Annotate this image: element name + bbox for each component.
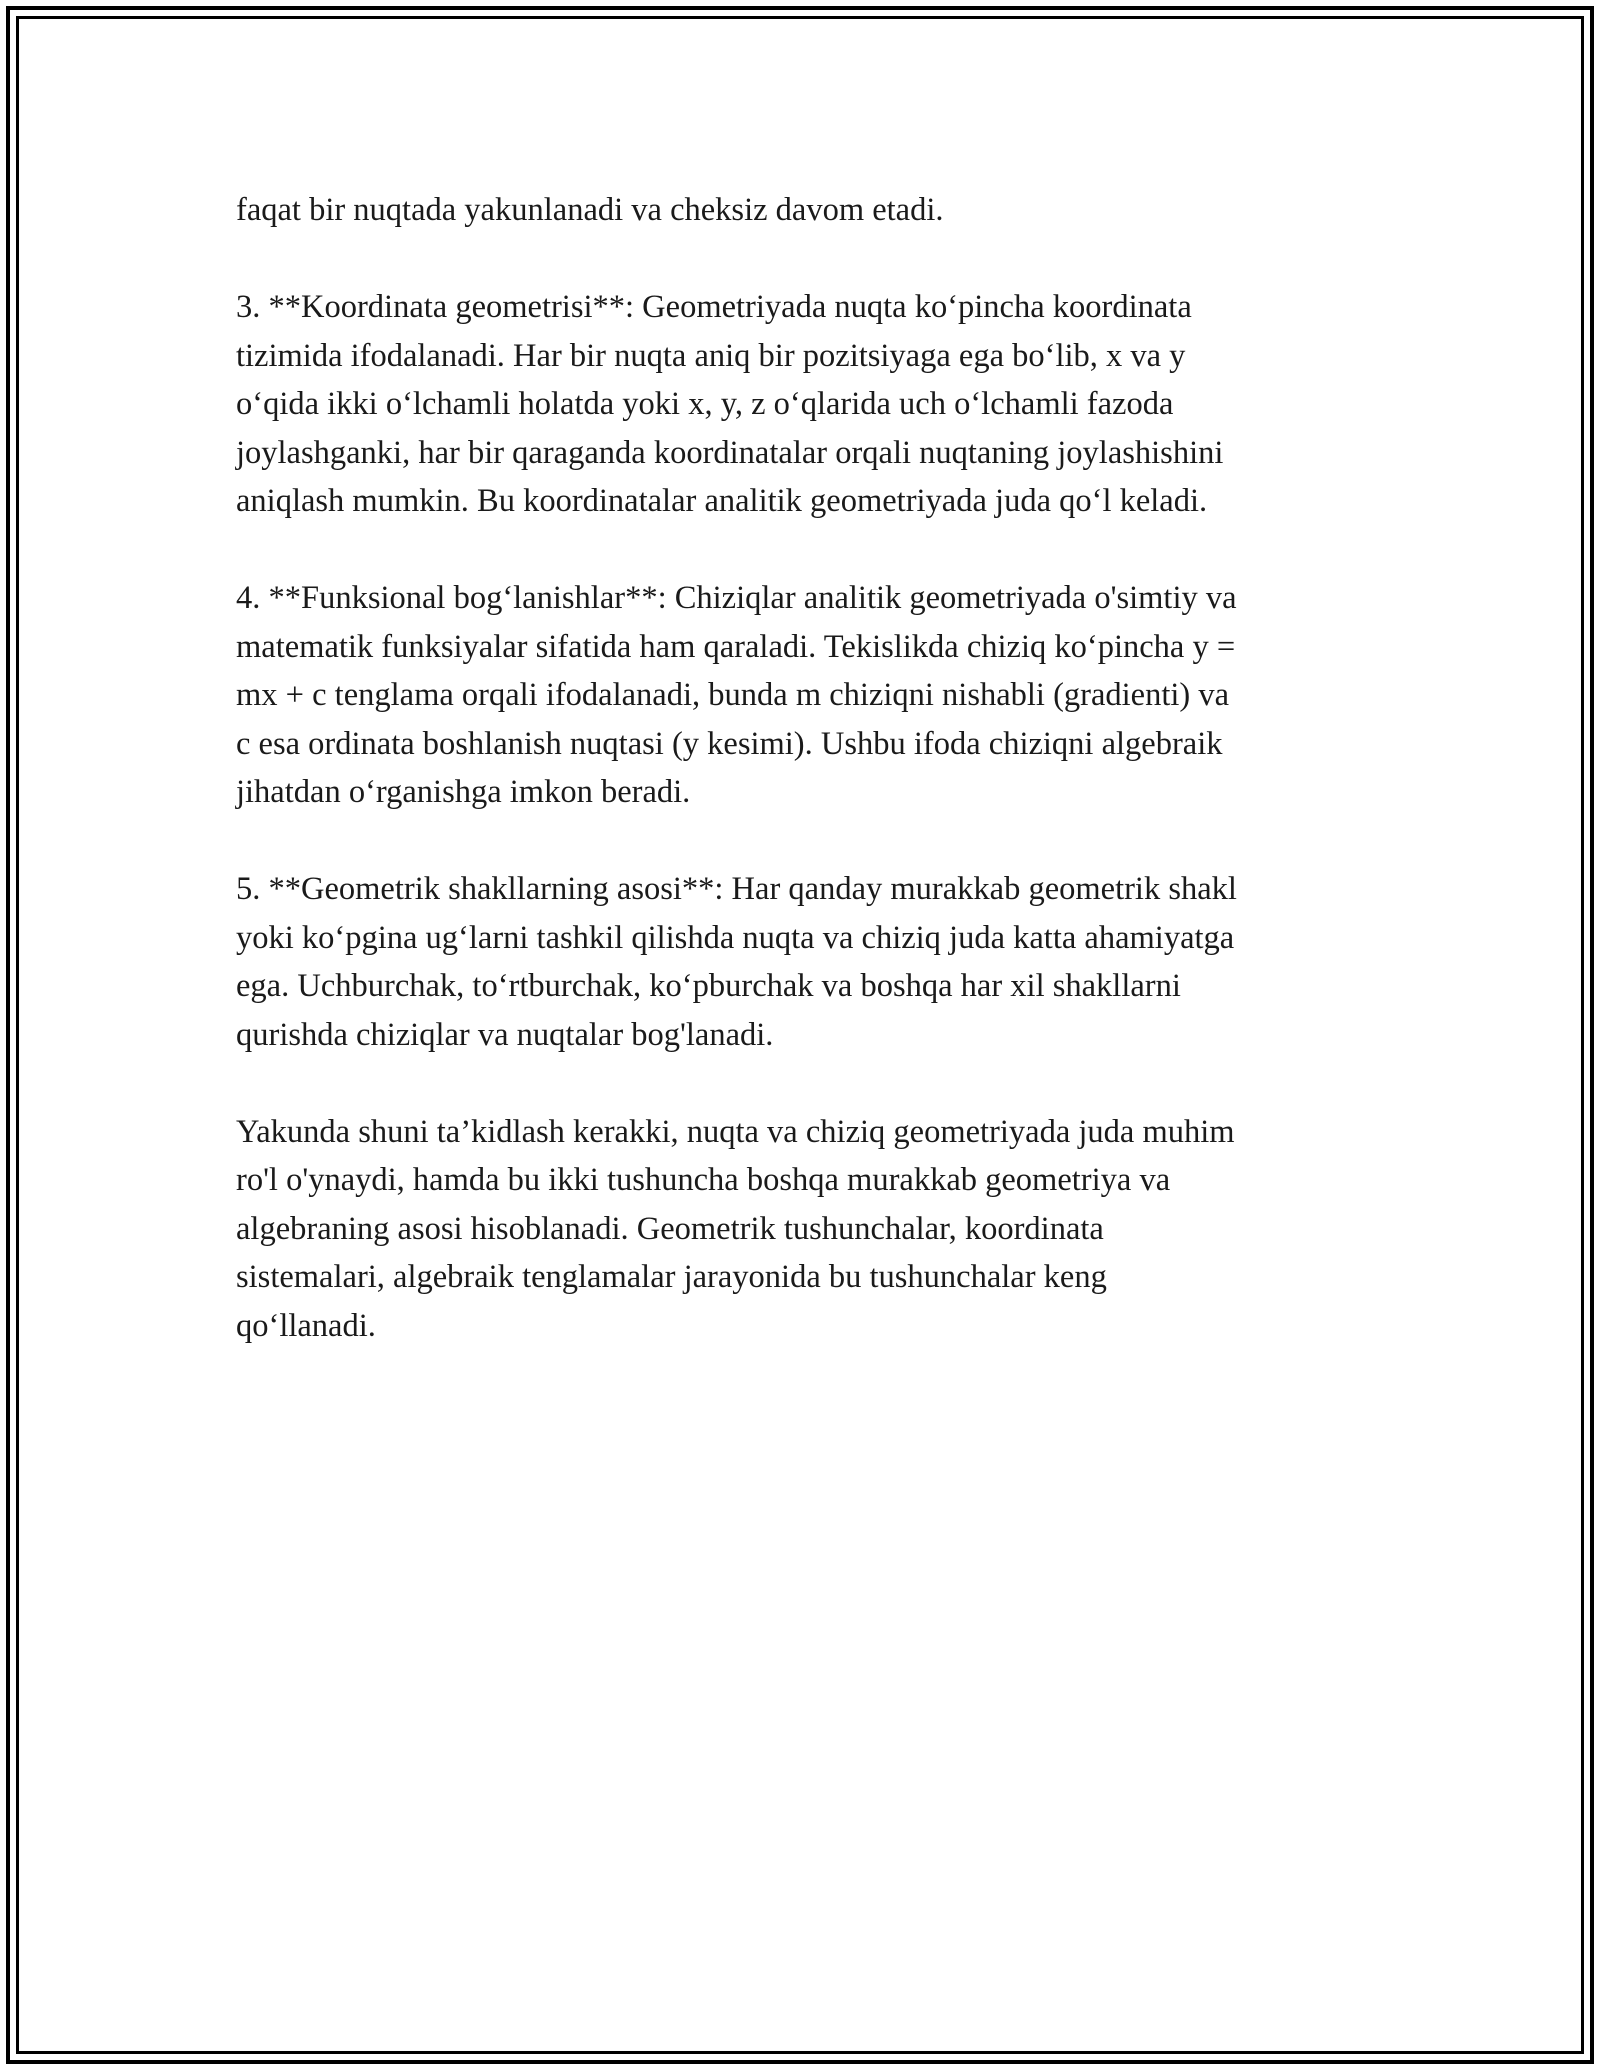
paragraph-funksional-boglanishlar: 4. **Funksional bog‘lanishlar**: Chiziqlar analitik geometriyada o'simtiy va matematik funksiyalar sifatida ham qaraladi. Tekislikda chiziq ko‘pincha y = mx + c tenglama orqali ifodalanadi, bunda m chiziqni nishabli (gradienti) va c esa ordinata boshlanish nuqtasi (y kesimi). Ushbu ifoda chiziqni algebraik jihatdan o‘rganishga imkon beradi. — [236, 580, 1237, 810]
paragraph-koordinata-geometrisi: 3. **Koordinata geometrisi**: Geometriyada nuqta ko‘pincha koordinata tizimida ifodalanadi. Har bir nuqta aniq bir pozitsiyaga ega bo‘lib, x va y o‘qida ikki o‘lchamli holatda yoki x, y, z o‘qlarida uch o‘lchamli fazoda joylashganki, har bir qaraganda koordinatalar orqali nuqtaning joylashishini aniqlash mumkin. Bu koordinatalar analitik geometriyada juda qo‘l keladi. — [236, 289, 1224, 519]
document-body — [236, 186, 1376, 1399]
paragraph-continuation: faqat bir nuqtada yakunlanadi va cheksiz davom etadi. — [236, 192, 944, 228]
paragraph-geometrik-shakllar: 5. **Geometrik shakllarning asosi**: Har qanday murakkab geometrik shakl yoki ko‘pgina ug‘larni tashkil qilishda nuqta va chiziq juda katta ahamiyatga ega. Uchburchak, to‘rtburchak, ko‘pburchak va boshqa har xil shakllarni qurishda chiziqlar va nuqtalar bog'lanadi. — [236, 871, 1237, 1053]
paragraph-conclusion: Yakunda shuni ta’kidlash kerakki, nuqta va chiziq geometriyada juda muhim ro'l o'ynaydi, hamda bu ikki tushuncha boshqa murakkab geometriya va algebraning asosi hisoblanadi. Geometrik tushunchalar, koordinata sistemalari, algebraik tenglamalar jarayonida bu tushunchalar keng qo‘llanadi. — [236, 1113, 1235, 1344]
